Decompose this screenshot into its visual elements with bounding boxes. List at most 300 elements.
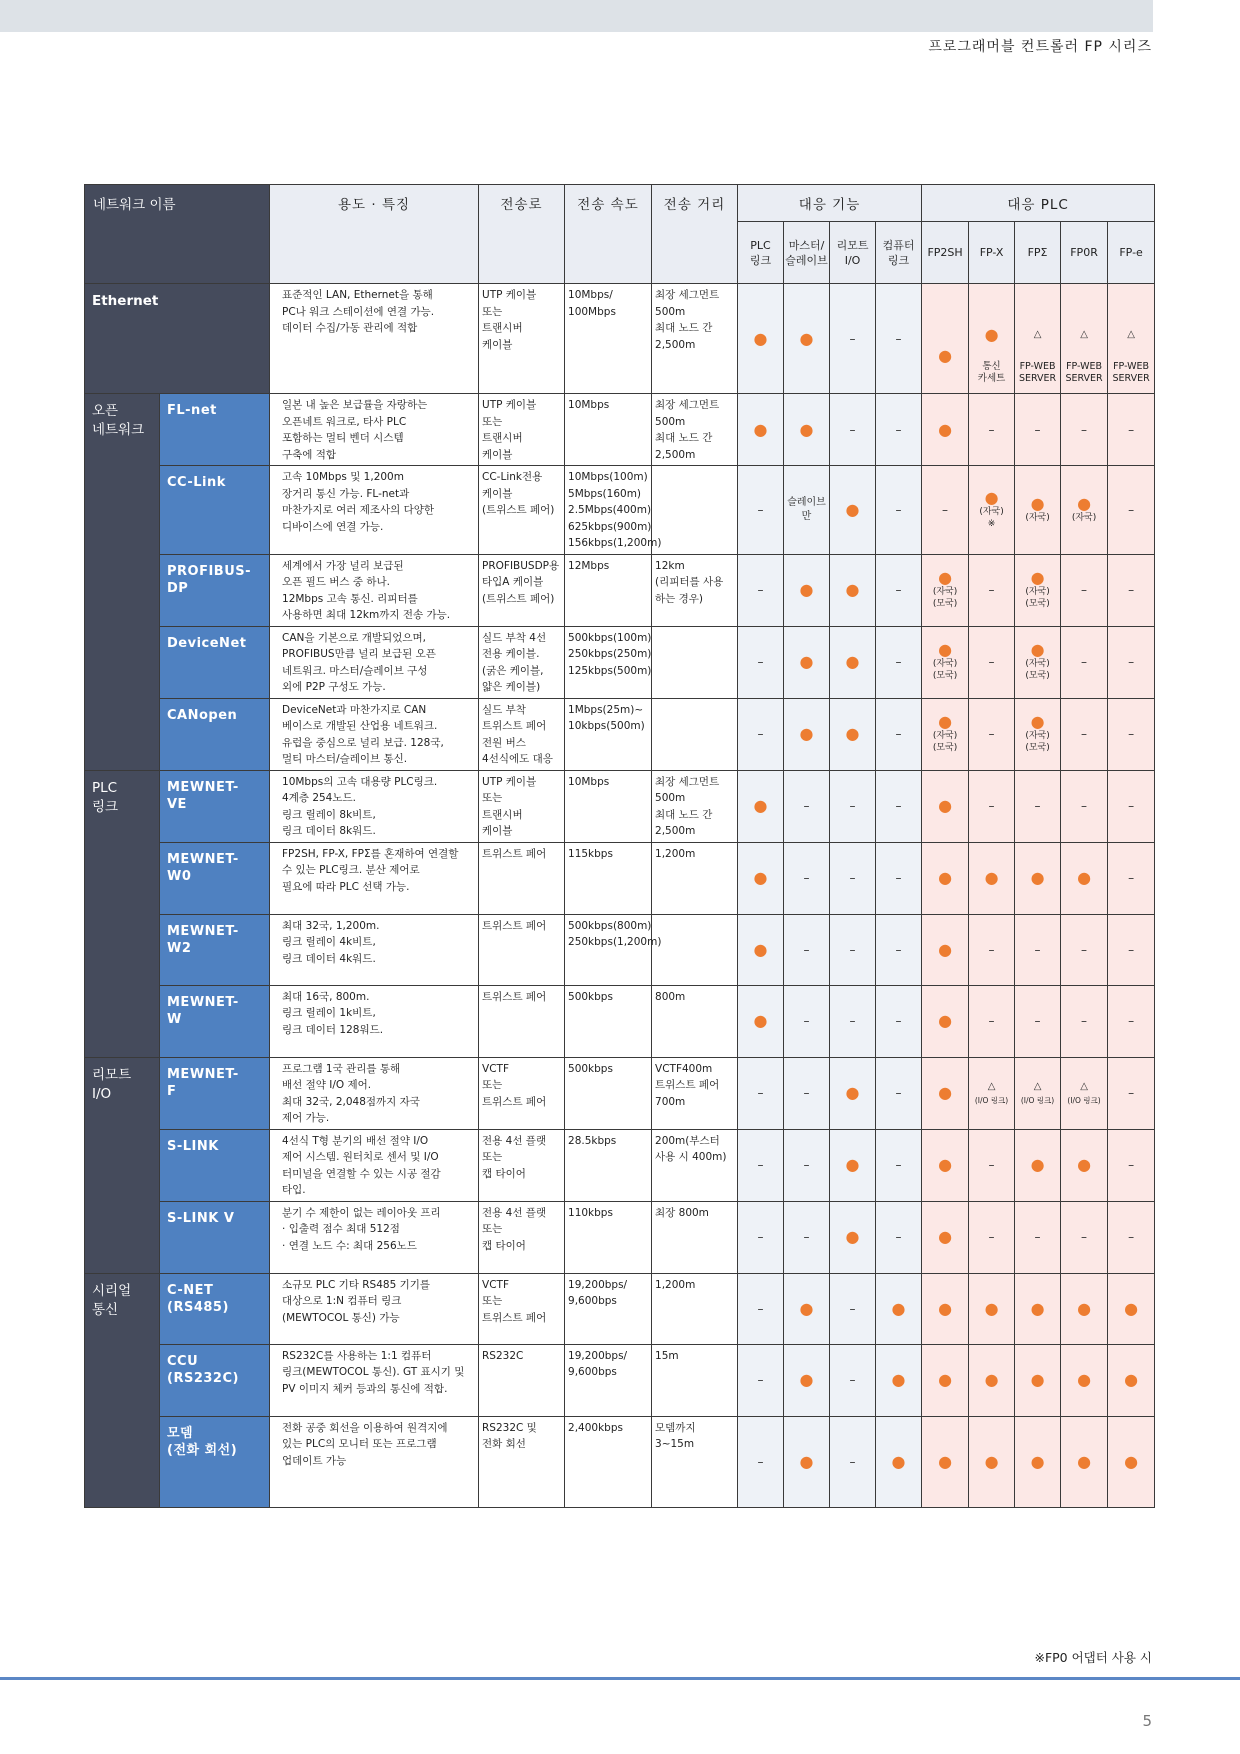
mark-text: – <box>1128 1158 1135 1172</box>
dot-mark: ● <box>938 939 953 959</box>
plc-mark <box>1061 1129 1108 1201</box>
function-mark <box>784 770 830 842</box>
speed-cell: 115kbps <box>565 842 652 914</box>
function-mark <box>876 842 922 914</box>
plc-mark <box>969 842 1015 914</box>
plc-mark <box>1108 466 1155 555</box>
table-row <box>85 626 1155 698</box>
distance-cell: 1,200m <box>652 1273 738 1344</box>
network-name-mewnet-w0: MEWNET- W0 <box>160 842 270 914</box>
header-func-remote-io: 리모트 I/O <box>830 222 876 284</box>
function-mark <box>830 1057 876 1129</box>
mark-text: – <box>1081 583 1088 597</box>
category-plc_link: PLC 링크 <box>85 770 160 1057</box>
network-name-profibus-dp: PROFIBUS- DP <box>160 554 270 626</box>
dot-mark: ● <box>938 419 953 439</box>
medium-cell: 실드 부착 트위스트 페어 전원 버스 4선식에도 대응 <box>479 698 565 770</box>
plc-mark <box>969 466 1015 555</box>
plc-mark <box>1108 284 1155 394</box>
plc-mark <box>1015 626 1061 698</box>
mark-text: – <box>1081 422 1088 437</box>
plc-note: (자국) (모국) <box>1025 587 1050 609</box>
distance-cell: 15m <box>652 1344 738 1416</box>
dot-mark: ● <box>845 1155 860 1174</box>
mark-text: △ <box>987 1081 996 1092</box>
dot-mark: ● <box>1077 1298 1092 1318</box>
dot-mark: ● <box>753 796 768 815</box>
mark-text: – <box>849 1014 856 1028</box>
mark-text: – <box>757 655 764 669</box>
dot-mark: ● <box>1030 1155 1045 1174</box>
table-row <box>85 554 1155 626</box>
plc-mark <box>1061 842 1108 914</box>
usage-cell: 최대 32국, 1,200m. 링크 릴레이 4k비트, 링크 데이터 4k워드. <box>270 914 479 985</box>
header-distance: 전송 거리 <box>652 185 738 284</box>
dot-mark: ● <box>938 1155 953 1174</box>
dot-mark: ● <box>938 1298 953 1318</box>
plc-mark <box>1108 1129 1155 1201</box>
mark-text: – <box>988 422 995 437</box>
dot-mark: ● <box>845 1083 860 1102</box>
mark-text: – <box>988 1230 995 1244</box>
plc-mark <box>1061 1273 1108 1344</box>
usage-cell: RS232C를 사용하는 1:1 컴퓨터 링크(MEWTOCOL 통신). GT 표시기 및 PV 이미지 체커 등과의 통신에 적합. <box>270 1344 479 1416</box>
mark-text: – <box>849 331 856 346</box>
plc-mark <box>922 914 969 985</box>
function-mark <box>784 1129 830 1201</box>
plc-mark <box>922 985 969 1057</box>
mark-text: △ <box>1033 328 1042 340</box>
dot-mark: ● <box>1030 640 1045 659</box>
plc-mark <box>1061 985 1108 1057</box>
mark-text: – <box>1081 655 1088 669</box>
plc-mark <box>969 554 1015 626</box>
distance-cell: 200m(부스터 사용 시 400m) <box>652 1129 738 1201</box>
function-mark <box>830 698 876 770</box>
distance-cell: 800m <box>652 985 738 1057</box>
speed-cell: 1Mbps(25m)~ 10kbps(500m) <box>565 698 652 770</box>
usage-cell: 최대 16국, 800m. 링크 릴레이 1k비트, 링크 데이터 128워드. <box>270 985 479 1057</box>
mark-text: – <box>757 1454 764 1469</box>
table-row <box>85 1057 1155 1129</box>
mark-text: – <box>803 1158 810 1172</box>
function-mark <box>784 1057 830 1129</box>
medium-cell: 트위스트 페어 <box>479 985 565 1057</box>
mark-text: – <box>757 1373 764 1387</box>
usage-cell: 소규모 PLC 기타 RS485 기기를 대상으로 1:N 컴퓨터 링크 (MEWTOCOL 통신) 가능 <box>270 1273 479 1344</box>
function-mark <box>738 842 784 914</box>
category-serial: 시리얼 통신 <box>85 1273 160 1507</box>
plc-mark <box>1108 1273 1155 1344</box>
plc-mark <box>969 1416 1015 1507</box>
table-row <box>85 770 1155 842</box>
header-plc-fpx: FP-X <box>969 222 1015 284</box>
mark-text: – <box>803 871 810 885</box>
header-network-name: 네트워크 이름 <box>85 185 270 284</box>
function-mark <box>738 770 784 842</box>
dot-mark: ● <box>1030 493 1045 513</box>
mark-text: – <box>757 1301 764 1316</box>
plc-mark <box>1061 284 1108 394</box>
mark-text: – <box>757 727 764 741</box>
mark-text: – <box>988 942 995 957</box>
dot-mark: ● <box>799 419 814 439</box>
mark-text: – <box>757 1158 764 1172</box>
plc-mark <box>1108 985 1155 1057</box>
function-mark <box>784 554 830 626</box>
speed-cell: 10Mbps(100m) 5Mbps(160m) 2.5Mbps(400m) 625kbps(900m) 156kbps(1,200m) <box>565 466 652 555</box>
dot-mark: ● <box>938 345 953 365</box>
dot-mark: ● <box>1030 712 1045 731</box>
function-mark <box>830 914 876 985</box>
plc-note: (자국) (모국) <box>932 659 958 681</box>
table-row <box>85 1416 1155 1507</box>
usage-cell: 프로그램 1국 관리를 통해 배선 절약 I/O 제어. 최대 32국, 2,048점까지 자국 제어 가능. <box>270 1057 479 1129</box>
table-row <box>85 914 1155 985</box>
mark-text: – <box>1081 1230 1088 1244</box>
plc-mark <box>969 626 1015 698</box>
dot-mark: ● <box>845 652 860 671</box>
plc-note: (자국) ※ <box>979 506 1004 529</box>
function-mark <box>876 985 922 1057</box>
dot-mark: ● <box>799 1298 814 1318</box>
dot-mark: ● <box>984 868 999 887</box>
function-mark <box>876 1344 922 1416</box>
mark-text: – <box>895 655 902 669</box>
mark-text: – <box>1128 422 1135 437</box>
header-plcs: 대응 PLC <box>922 185 1155 222</box>
function-mark <box>876 1416 922 1507</box>
function-mark <box>830 1129 876 1201</box>
function-mark <box>784 698 830 770</box>
plc-mark <box>1015 554 1061 626</box>
header-functions: 대응 기능 <box>738 185 922 222</box>
mark-text: – <box>895 871 902 885</box>
speed-cell: 500kbps(100m) 250kbps(250m) 125kbps(500m) <box>565 626 652 698</box>
plc-mark <box>969 394 1015 466</box>
medium-cell: UTP 케이블 또는 트랜시버 케이블 <box>479 284 565 394</box>
plc-mark <box>969 985 1015 1057</box>
plc-mark <box>1108 1201 1155 1273</box>
distance-cell: 최장 세그먼트 500m 최대 노드 간 2,500m <box>652 394 738 466</box>
plc-mark <box>1015 842 1061 914</box>
usage-cell: 10Mbps의 고속 대용량 PLC링크. 4계층 254노드. 링크 릴레이 8k비트, 링크 데이터 8k워드. <box>270 770 479 842</box>
plc-mark <box>922 1416 969 1507</box>
medium-cell: 실드 부착 4선 전용 케이블. (굵은 케이블, 얇은 케이블) <box>479 626 565 698</box>
plc-mark <box>1108 1057 1155 1129</box>
network-name-s-link: S-LINK <box>160 1129 270 1201</box>
speed-cell: 500kbps <box>565 985 652 1057</box>
header-func-computer-link: 컴퓨터 링크 <box>876 222 922 284</box>
dot-mark: ● <box>1030 868 1045 887</box>
function-mark <box>784 1344 830 1416</box>
dot-mark: ● <box>1030 1370 1045 1389</box>
dot-mark: ● <box>1077 1155 1092 1174</box>
dot-mark: ● <box>984 487 999 507</box>
table-row <box>85 698 1155 770</box>
dot-mark: ● <box>891 1451 906 1471</box>
medium-cell: 전용 4선 플랫 또는 캡 타이어 <box>479 1129 565 1201</box>
function-mark <box>830 284 876 394</box>
network-name-mewnet-w2: MEWNET- W2 <box>160 914 270 985</box>
function-mark <box>784 842 830 914</box>
function-mark <box>830 1201 876 1273</box>
speed-cell: 2,400kbps <box>565 1416 652 1507</box>
mark-text: – <box>803 799 810 813</box>
plc-mark <box>922 284 969 394</box>
plc-mark <box>1108 554 1155 626</box>
function-mark <box>830 985 876 1057</box>
plc-mark <box>1015 466 1061 555</box>
plc-mark <box>969 914 1015 985</box>
mark-text: – <box>1128 942 1135 957</box>
plc-mark <box>1061 394 1108 466</box>
mark-text: – <box>895 1086 902 1100</box>
plc-mark <box>1015 985 1061 1057</box>
function-mark <box>784 284 830 394</box>
speed-cell: 110kbps <box>565 1201 652 1273</box>
table-row <box>85 1201 1155 1273</box>
plc-note: FP-WEB SERVER <box>1018 360 1057 384</box>
plc-mark <box>922 1129 969 1201</box>
mark-text: – <box>849 422 856 437</box>
mark-text: – <box>895 727 902 741</box>
function-mark <box>876 284 922 394</box>
speed-cell: 19,200bps/ 9,600bps <box>565 1344 652 1416</box>
function-mark <box>738 466 784 555</box>
distance-cell: VCTF400m 트위스트 페어 700m <box>652 1057 738 1129</box>
plc-note: 통신 카세트 <box>977 360 1006 384</box>
plc-note: (I/O 링크) <box>1020 1096 1055 1105</box>
speed-cell: 12Mbps <box>565 554 652 626</box>
mark-text: – <box>1034 422 1041 437</box>
plc-mark <box>969 770 1015 842</box>
mark-text: – <box>1128 871 1135 885</box>
top-band <box>0 0 1153 32</box>
function-mark <box>876 1201 922 1273</box>
dot-mark: ● <box>845 1227 860 1246</box>
plc-mark <box>969 1057 1015 1129</box>
mark-text: – <box>988 1158 995 1172</box>
function-mark <box>830 394 876 466</box>
dot-mark: ● <box>1124 1451 1139 1471</box>
bottom-rule <box>0 1677 1240 1680</box>
dot-mark: ● <box>891 1370 906 1389</box>
dot-mark: ● <box>845 499 860 519</box>
dot-mark: ● <box>1077 868 1092 887</box>
plc-mark <box>1015 1129 1061 1201</box>
dot-mark: ● <box>753 419 768 439</box>
plc-mark <box>969 1201 1015 1273</box>
medium-cell: PROFIBUSDP용 타입A 케이블 (트위스트 페어) <box>479 554 565 626</box>
plc-mark <box>969 1273 1015 1344</box>
plc-mark <box>922 842 969 914</box>
dot-mark: ● <box>799 652 814 671</box>
medium-cell: CC-Link전용 케이블 (트위스트 페어) <box>479 466 565 555</box>
function-mark <box>738 1344 784 1416</box>
function-mark <box>876 1129 922 1201</box>
distance-cell: 최장 세그먼트 500m 최대 노드 간 2,500m <box>652 284 738 394</box>
network-table <box>84 184 1155 1508</box>
plc-mark <box>922 1273 969 1344</box>
speed-cell: 28.5kbps <box>565 1129 652 1201</box>
usage-cell: 전화 공중 회선을 이용하여 원격지에 있는 PLC의 모니터 또는 프로그램 업데이트 가능 <box>270 1416 479 1507</box>
mark-text: △ <box>1127 328 1135 340</box>
speed-cell: 500kbps(800m) 250kbps(1,200m) <box>565 914 652 985</box>
dot-mark: ● <box>799 724 814 743</box>
mark-text: 슬레이브 만 <box>787 496 826 522</box>
category-ethernet: Ethernet <box>85 284 270 394</box>
mark-text: – <box>1128 655 1135 669</box>
plc-mark <box>1061 1201 1108 1273</box>
medium-cell: 트위스트 페어 <box>479 842 565 914</box>
mark-text: – <box>895 1230 902 1244</box>
function-mark <box>876 554 922 626</box>
mark-text: – <box>895 502 902 517</box>
mark-text: △ <box>1080 328 1088 340</box>
plc-mark <box>922 770 969 842</box>
usage-cell: DeviceNet과 마찬가지로 CAN 베이스로 개발된 산업용 네트워크. 유럽을 중심으로 널리 보급. 128국, 멀티 마스터/슬레이브 통신. <box>270 698 479 770</box>
speed-cell: 19,200bps/ 9,600bps <box>565 1273 652 1344</box>
footnote: ※FP0 어댑터 사용 시 <box>1034 1650 1152 1665</box>
page-number: 5 <box>1142 1712 1152 1730</box>
network-name-canopen: CANopen <box>160 698 270 770</box>
plc-mark <box>1061 1416 1108 1507</box>
dot-mark: ● <box>938 1370 953 1389</box>
mark-text: – <box>1128 1014 1135 1028</box>
header-func-master-slave: 마스터/ 슬레이브 <box>784 222 830 284</box>
mark-text: – <box>895 1014 902 1028</box>
speed-cell: 10Mbps <box>565 394 652 466</box>
function-mark <box>876 1273 922 1344</box>
function-mark <box>876 626 922 698</box>
function-mark <box>738 914 784 985</box>
usage-cell: 표준적인 LAN, Ethernet을 통해 PC나 워크 스테이션에 연결 가능. 데이터 수집/가동 관리에 적합 <box>270 284 479 394</box>
dot-mark: ● <box>938 640 953 659</box>
function-mark <box>784 1416 830 1507</box>
usage-cell: 일본 내 높은 보급률을 자랑하는 오픈네트 워크로, 타사 PLC 포함하는 멀티 벤더 시스템 구축에 적합 <box>270 394 479 466</box>
dot-mark: ● <box>845 724 860 743</box>
plc-mark <box>922 626 969 698</box>
mark-text: – <box>1128 502 1135 517</box>
header-func-plc-link: PLC 링크 <box>738 222 784 284</box>
network-name-mewnet-f: MEWNET- F <box>160 1057 270 1129</box>
table-row <box>85 842 1155 914</box>
function-mark <box>876 466 922 555</box>
plc-mark <box>1061 914 1108 985</box>
plc-mark <box>1061 1344 1108 1416</box>
usage-cell: FP2SH, FP-X, FPΣ를 혼재하여 연결할 수 있는 PLC링크. 분산 제어로 필요에 따라 PLC 선택 가능. <box>270 842 479 914</box>
plc-mark <box>1015 1201 1061 1273</box>
dot-mark: ● <box>753 868 768 887</box>
distance-cell: 최장 800m <box>652 1201 738 1273</box>
mark-text: – <box>1128 727 1135 741</box>
distance-cell <box>652 914 738 985</box>
header-plc-fpe: FP-e <box>1108 222 1155 284</box>
plc-note: (자국) (모국) <box>1025 731 1050 753</box>
mark-text: – <box>988 583 995 597</box>
mark-text: – <box>1128 583 1135 597</box>
function-mark <box>830 626 876 698</box>
medium-cell: UTP 케이블 또는 트랜시버 케이블 <box>479 394 565 466</box>
table-row <box>85 284 1155 394</box>
plc-mark <box>922 466 969 555</box>
function-mark <box>738 1129 784 1201</box>
medium-cell: VCTF 또는 트위스트 페어 <box>479 1057 565 1129</box>
mark-text: – <box>1128 799 1135 813</box>
function-mark <box>784 466 830 555</box>
table-row <box>85 466 1155 555</box>
function-mark <box>876 914 922 985</box>
dot-mark: ● <box>1030 568 1045 587</box>
function-mark <box>738 1273 784 1344</box>
network-name-ccu: CCU (RS232C) <box>160 1344 270 1416</box>
mark-text: – <box>895 1158 902 1172</box>
dot-mark: ● <box>1077 1451 1092 1471</box>
plc-mark <box>922 1201 969 1273</box>
mark-text: – <box>895 331 902 346</box>
plc-note: FP-WEB SERVER <box>1065 360 1103 384</box>
network-table-body <box>85 284 1155 1508</box>
table-row <box>85 394 1155 466</box>
distance-cell <box>652 466 738 555</box>
dot-mark: ● <box>938 1451 953 1471</box>
mark-text: – <box>1034 1230 1041 1244</box>
function-mark <box>784 394 830 466</box>
plc-mark <box>1061 554 1108 626</box>
dot-mark: ● <box>1030 1298 1045 1318</box>
plc-mark <box>1015 1057 1061 1129</box>
plc-mark <box>1015 770 1061 842</box>
dot-mark: ● <box>1124 1298 1139 1318</box>
function-mark <box>830 1416 876 1507</box>
mark-text: – <box>1034 1014 1041 1028</box>
plc-mark <box>1015 1344 1061 1416</box>
dot-mark: ● <box>938 796 953 815</box>
plc-mark <box>1015 394 1061 466</box>
plc-note: (자국) <box>1071 512 1097 523</box>
plc-mark <box>1061 698 1108 770</box>
mark-text: – <box>849 799 856 813</box>
function-mark <box>738 1057 784 1129</box>
medium-cell: RS232C <box>479 1344 565 1416</box>
mark-text: – <box>803 942 810 957</box>
plc-mark <box>969 284 1015 394</box>
mark-text: – <box>803 1230 810 1244</box>
plc-mark <box>1015 914 1061 985</box>
dot-mark: ● <box>753 1011 768 1030</box>
function-mark <box>738 394 784 466</box>
mark-text: – <box>757 583 764 597</box>
network-name-fl-net: FL-net <box>160 394 270 466</box>
mark-text: – <box>988 1014 995 1028</box>
dot-mark: ● <box>938 1011 953 1030</box>
mark-text: – <box>1034 942 1041 957</box>
function-mark <box>830 842 876 914</box>
header-speed: 전송 속도 <box>565 185 652 284</box>
header-usage: 용도 · 특징 <box>270 185 479 284</box>
mark-text: △ <box>1080 1081 1088 1092</box>
mark-text: – <box>988 655 995 669</box>
function-mark <box>784 626 830 698</box>
function-mark <box>830 1273 876 1344</box>
mark-text: △ <box>1033 1081 1042 1092</box>
plc-mark <box>1061 770 1108 842</box>
plc-mark <box>1108 394 1155 466</box>
medium-cell: 트위스트 페어 <box>479 914 565 985</box>
plc-mark <box>1015 284 1061 394</box>
function-mark <box>830 554 876 626</box>
